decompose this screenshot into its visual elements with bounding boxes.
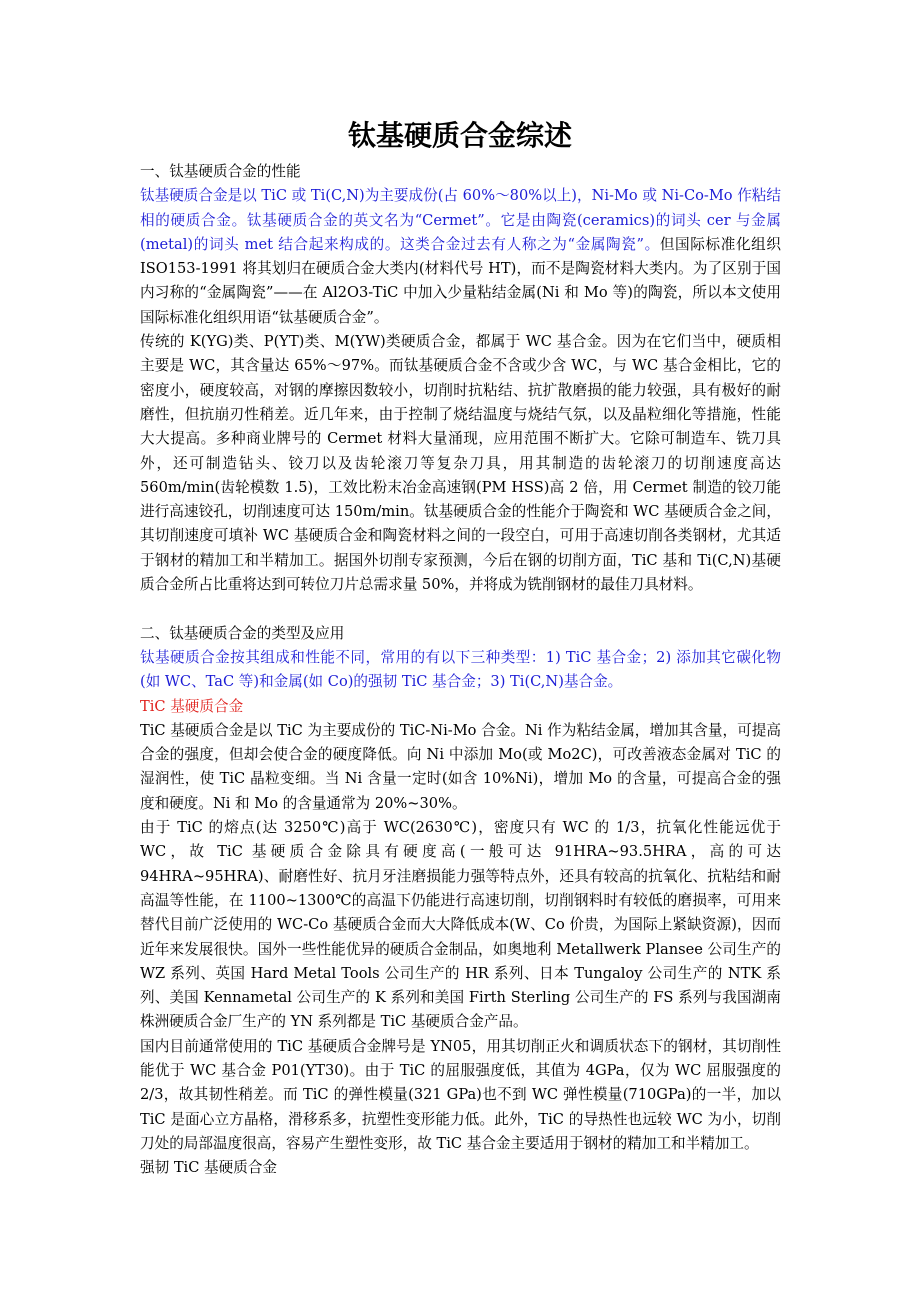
section1-paragraph1-rest: 但国际标准化组织 ISO153-1991 将其划归在硬质合金大类内(材料代号 HT)，而不是陶瓷材料大类内。为了区别于国内习称的“金属陶瓷”——在 Al2O3-TiC 中加入少量粘结金属(Ni 和 Mo 等)的陶瓷，所以本文使用国际标准化组织用语“钛基硬质合金”。 xyxy=(140,235,781,326)
page-title: 钛基硬质合金综述 xyxy=(347,119,572,152)
section2-paragraph3: TiC 基硬质合金是以 TiC 为主要成份的 TiC-Ni-Mo 合金。Ni 作为粘结金属，增加其含量，可提高合金的强度，但却会使合金的硬度降低。向 Ni 中添加 Mo(或 Mo2C)，可改善液态金属对 TiC 的湿润性，使 TiC 晶粒变细。当 Ni 含量一定时(如含 10%Ni)，增加 Mo 的含量，可提高合金的强度和硬度。Ni 和 Mo 的含量通常为 20%~30%。 xyxy=(140,721,781,812)
subheading-tic-alloy: TiC 基硬质合金 xyxy=(140,697,244,715)
section2-paragraph5: 国内目前通常使用的 TiC 基硬质合金牌号是 YN05，用其切削正火和调质状态下的钢材，其切削性能优于 WC 基合金 P01(YT30)。由于 TiC 的屈服强度低，其值为 4GPa，仅为 WC 屈服强度的 2/3，故其韧性稍差。而 TiC 的弹性模量(321 GPa)也不到 WC 弹性模量(710GPa)的一半，加以 TiC 是面心立方晶格，滑移系多，抗塑性变形能力低。此外，TiC 的导热性也远较 WC 为小，切削刀处的局部温度很高，容易产生塑性变形，故 TiC 基合金主要适用于钢材的精加工和半精加工。 xyxy=(140,1037,781,1152)
subheading-tough-tic-alloy: 强韧 TiC 基硬质合金 xyxy=(140,1159,278,1177)
section1-paragraph1-highlight: 钛基硬质合金是以 TiC 或 Ti(C,N)为主要成份(占 60%～80%以上)，Ni-Mo 或 Ni-Co-Mo 作粘结相的硬质合金。钛基硬质合金的英文名为“Cermet”。它是由陶瓷(ceramics)的词头 cer 与金属(metal)的词头 met 结合起来构成的。这类合金过去有人称之为“金属陶瓷”。 xyxy=(140,187,781,253)
section1-paragraph1 xyxy=(140,184,781,330)
paragraph-gap xyxy=(140,597,781,621)
section2-paragraph4: 由于 TiC 的熔点(达 3250℃)高于 WC(2630℃)，密度只有 WC 的 1/3，抗氧化性能远优于 WC，故 TiC 基硬质合金除具有硬度高(一般可达 91HRA~93.5HRA，高的可达 94HRA~95HRA)、耐磨性好、抗月牙洼磨损能力强等特点外，还具有较高的抗氧化、抗粘结和耐高温等性能，在 1100~1300℃的高温下仍能进行高速切削，切削钢料时有较低的磨损率，可用来替代目前广泛使用的 WC-Co 基硬质合金而大大降低成本(W、Co 价贵，为国际上紧缺资源)，因而近年来发展很快。国外一些性能优异的硬质合金制品，如奥地利 Metallwerk Plansee 公司生产的 WZ 系列、英国 Hard Metal Tools 公司生产的 HR 系列、日本 Tungaloy 公司生产的 NTK 系列、美国 Kennametal 公司生产的 K 系列和美国 Firth Sterling 公司生产的 FS 系列与我国湖南株洲硬质合金厂生产的 YN 系列都是 TiC 基硬质合金产品。 xyxy=(140,819,781,1031)
section2-intro: 钛基硬质合金按其组成和性能不同，常用的有以下三种类型：1) TiC 基合金；2) 添加其它碳化物(如 WC、TaC 等)和金属(如 Co)的强韧 TiC 基合金；3) Ti(C,N)基合金。 xyxy=(140,648,781,691)
section1-heading: 一、钛基硬质合金的性能 xyxy=(140,163,301,180)
document-body xyxy=(140,160,781,1180)
section2-heading: 二、钛基硬质合金的类型及应用 xyxy=(140,624,345,642)
section1-paragraph2: 传统的 K(YG)类、P(YT)类、M(YW)类硬质合金，都属于 WC 基合金。因为在它们当中，硬质相主要是 WC，其含量达 65%～97%。而钛基硬质合金不含或少含 WC，与 WC 基合金相比，它的密度小，硬度较高，对钢的摩擦因数较小，切削时抗粘结、抗扩散磨损的能力较强，具有极好的耐磨性，但抗崩刃性稍差。近几年来，由于控制了烧结温度与烧结气氛，以及晶粒细化等措施，性能大大提高。多种商业牌号的 Cermet 材料大量涌现，应用范围不断扩大。它除可制造车、铣刀具外，还可制造钻头、铰刀以及齿轮滚刀等复杂刀具，用其制造的齿轮滚刀的切削速度高达 560m/min(齿轮模数 1.5)，工效比粉末冶金高速钢(PM HSS)高 2 倍，用 Cermet 制造的铰刀能进行高速铰孔，切削速度可达 150m/min。钛基硬质合金的性能介于陶瓷和 WC 基硬质合金之间，其切削速度可填补 WC 基硬质合金和陶瓷材料之间的一段空白，可用于高速切削各类钢材，尤其适于钢材的精加工和半精加工。据国外切削专家预测，今后在钢的切削方面，TiC 基和 Ti(C,N)基硬质合金所占比重将达到可转位刀片总需求量 50%，并将成为铣削钢材的最佳刀具材料。 xyxy=(140,333,781,594)
